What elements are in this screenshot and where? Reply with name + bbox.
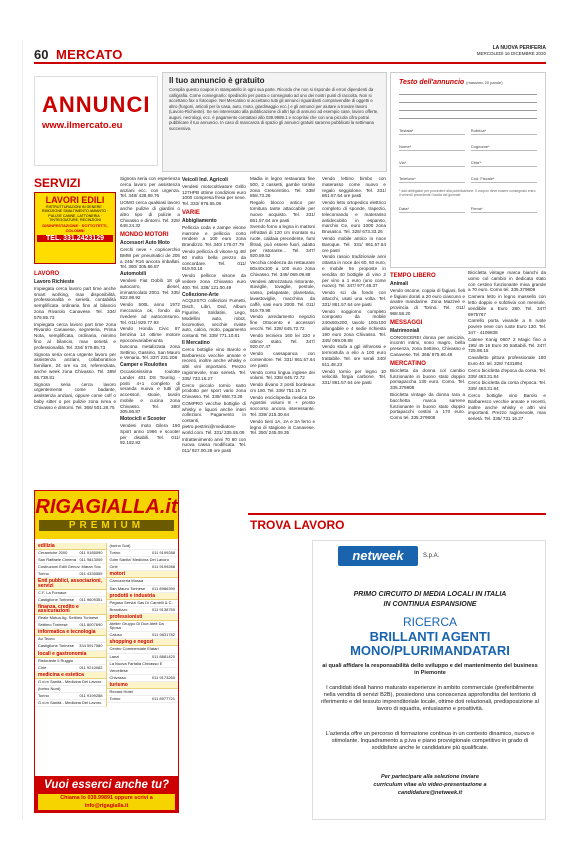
classified-ad: Impiegata cerca lavoro part time zona Rivarolo Canavese, segreteria, Prima Nota, semplificata, ordinaria, minimo fino al bilancio, max serietà e professionalità. Tel. 334/ 579.85.73 [34, 321, 116, 350]
category-heading: LAVORO [34, 271, 60, 277]
classifieds-column-5 [322, 176, 386, 387]
directory-phone: 011 9138750 [151, 606, 175, 612]
classified-ad: Vendesi Fiat Doblò 18 gli autocarro, diesel, immatricolato 2001. Tel. 335/ 822.98.92 [120, 277, 180, 301]
directory-category: professionisti [107, 614, 179, 621]
page-gutter [22, 40, 23, 820]
info-text: Compila questo coupon in stampatello in ogni sua parte. Ricorda che non si risponde di errori dipendenti da calligrafia. Come consegnarlo: spediscilo per posta o consegnalo ad uno dei nostri punti di raccolta. Non si accettano fax o fotocopie. Nel Mercatino si accettano tutti gli annunci riguardanti compravendite di oggetti e altro (furgoni, articoli per la casa, auto, moto, giardinaggio ecc.) e gli annunci per aiutare a trovare lavoro (Lavoro-Richieste). Se sei interessato alla pubblicazione di altri tipi di annunci ad esempio case, lavoro offerte, auguri, necrologi, ecc. è pagamento contattaci allo 039.9989.1 e scoprirai che con una piccola cifra potrai pubblicare il tuo annuncio. In caso di mancanza di spazio gli annunci gratuiti saranno pubblicati la settimana successiva. [169, 87, 379, 131]
classifieds-column-3 [182, 176, 246, 455]
netweek-logo: netweek [338, 546, 418, 566]
directory-name: (torino Nord) [38, 685, 61, 691]
subcategory-heading: Lavoro Richieste [34, 279, 75, 285]
classifieds-column-4 [250, 176, 315, 437]
classified-ad: Cerchi neve + copricerchio BMW per pneumatici de 205 a 245/ R16 ancora imballati. Tel. 380/ 305.86.87 [120, 246, 180, 270]
directory-category: informatica e tecnologia [35, 629, 106, 636]
classified-ad: Vendo cassapanca con contenitore. Tel. 331/ 861.57.64 ore pasti [250, 351, 315, 368]
directory-name: G.d.m Sanità - Medicina Del Lavoro [38, 700, 102, 706]
classified-ad: Vendo corso lingua inglese dei volumi. Tel. 335/ 645.72.72 [250, 369, 315, 381]
classified-ad: Vendo Honda Civic 87 benzina 14 ottime motore epocoinvariabenunta buscona metalizzata zona Settimo, Gassino, San Mauro e Venaria. Tel. 337/ 231.208 [120, 326, 181, 361]
classified-ad: Impiegata cerca lavoro part time anche smart working, max disponibilità, professionalità e serietà, contabilità semplificata ordinaria fino al bilancio zona Rivarolo Canavese. Tel. 334/ 579.85.73 [34, 285, 116, 320]
classified-ad: Intrattenimento anni 70 80 con nuova cassa modificata. Tel. 011/ 927.00.28 ore pasti [182, 436, 246, 454]
directory-name: Castiglione Torinese [38, 596, 74, 602]
job-cv-line1: Per partecipare alla selezione inviare [381, 774, 479, 780]
classified-ad: Madia in legno restaurata fine 500, 2 cassetti, gambe tornite zona Crescentino. Tel. 339/ 858.73.26 [250, 176, 315, 199]
subcategory-heading: Accessori Auto Moto [120, 240, 170, 247]
coupon-field[interactable]: Telefono* [399, 176, 465, 183]
classified-ad: Vecchia credenza da restaurare 80x40x100 a 100 euro zona Chivasso. Tel. 349/ 069.09.88 [250, 260, 315, 277]
coupon-text-lines[interactable] [399, 94, 537, 119]
category-heading: MONDO MOTORI [120, 232, 169, 239]
coupon-field[interactable]: Citta'* [471, 160, 537, 167]
directory-entry [107, 668, 179, 675]
directory-phone: 011 9199288 [151, 564, 175, 570]
subcategory-heading: Automobili [120, 271, 147, 278]
rigagialla-footer [35, 776, 178, 812]
trova-rule [248, 513, 546, 515]
directory-phone: 011 8007690 [79, 622, 103, 628]
coupon-note: * dati obbligatori per procedere alla pubblicazione. Il coupon deve essere consegnato entro il venerdì precedente l'uscita del giornale. [399, 189, 536, 198]
job-cv-line2: curriculum vitae e/o video-presentazione a [373, 782, 487, 788]
directory-entry [107, 586, 179, 593]
servizi-title: SERVIZI [34, 176, 81, 190]
classified-ad: Vendo enciclopedia medica De Agostini volumi 8 + pronto soccorso ancora interessante. Tel. 339/ 215.30.64 [250, 394, 315, 418]
classified-ad: Carrello porta vivande a 6 ruote povere neve con ruote Euro 130. Tel. 347 - 4109838 [468, 318, 546, 335]
directory-category: turismo [107, 682, 179, 689]
directory-entry [107, 696, 179, 703]
annunci-title: ANNUNCI [42, 92, 151, 117]
job-headline-1: PRIMO CIRCUITO DI MEDIA LOCALI IN ITALIA [353, 591, 507, 598]
classified-ad: UOMO cerca qualsiasi lavoro anche pulizie di giardini o altro tipo di pulizie a Chivasso e dintorni. Tel. 328/ 648.24.32 [120, 200, 180, 229]
directory-entry [107, 564, 179, 571]
directory-name: San Mauro Torinese [109, 585, 146, 591]
directory-name: Ristorante Il Ruggio [38, 657, 74, 663]
directory-phone: 011 8881420 [151, 653, 175, 659]
coupon-field-row [399, 160, 537, 167]
subcategory-heading: Il Mercatino [182, 339, 210, 346]
classified-ad: Signora seria con esperienza cerca lavoro per assistenza anziani ecc. con urgenza. Tel. 348/ 438.89.76 [120, 176, 180, 199]
section-title: MERCATO [56, 47, 123, 62]
coupon-field[interactable]: Rubrica* [471, 128, 537, 135]
rigagialla-logo: RIGAGIALLA.it [35, 496, 178, 518]
rigagialla-ad[interactable] [34, 490, 179, 813]
directory-entry [35, 590, 106, 597]
classified-ad: Cavalletto pittura professionale 180 Euro 40. tel. 328/ 7431894 [468, 355, 546, 366]
directory-entry [107, 600, 179, 607]
directory-entry [35, 700, 106, 707]
directory-name: Cirié [38, 664, 47, 670]
classifieds-column-7 [468, 270, 546, 423]
classified-ad: Vendo pelliccia di visone tg 48/ 60 molto bella prezzo da concordare. Tel. 011/ 919.93.16 [182, 248, 246, 272]
subcategory-heading: Camper e Roulottes [120, 362, 168, 369]
subcategory-heading: Animali [390, 281, 409, 287]
classified-ad: Catene Konig 0607 2 Magic fino a 195/ 45 16 Euro 30 trattabili. Tel. 347/ 725.98.15 [468, 336, 546, 354]
category-heading: TEMPO LIBERO [390, 273, 436, 279]
directory-phone: 011 9813009 [79, 557, 103, 563]
job-candidates: I candidati ideali hanno maturato esperienze in ambito commerciale (preferibilmente nella vendita di servizi B2B), possiedono una conoscenza approfondita del territorio di riferimento e del tessuto imprenditoriale locale, ottime doti relazionali, predisposizione al lavoro di squadra, entusiasmo e proattività. [321, 685, 539, 712]
classified-ad: Cerco biciclettа da corsa d'epoca. Tel. 339/ 463.31.84 [468, 380, 546, 392]
directory-phone: 011 9210082 [79, 664, 103, 670]
subcategory-heading: Veicoli Ind. Agricoli [182, 177, 228, 183]
directory-entry [107, 646, 179, 653]
coupon-field[interactable]: Testata* [399, 128, 465, 135]
classified-ad: Vendo soggiorno completo composto da mobile 240x50x200, tavolo 100x100 allungabile e 4 sedie richiesta 190 euro zona Chivasso. Tel. 345/ 069.09.88 [322, 308, 386, 343]
directory-name: Torino [38, 571, 49, 577]
directory-name: Centro Commerciale Elatari [109, 646, 159, 652]
classifieds-column-6 [390, 270, 465, 422]
category-heading: VARIE [182, 209, 200, 216]
directory-entry [35, 571, 106, 578]
directory-category: finanza, credito e assicurazioni [35, 604, 106, 615]
directory-name: San Raffaele Cimena [38, 557, 76, 563]
publication-date: MERCOLEDÌ 16 DICEMBRE 2020 [476, 51, 546, 56]
directory-phone: 011 9199288 [151, 550, 175, 556]
publication-header [477, 45, 546, 57]
lavori-edili-phone: TEL. 331.2423129 [37, 235, 113, 242]
coupon-field-row [399, 176, 537, 183]
directory-name: Castiglione Torinese [38, 643, 74, 649]
directory-phone: 011 8986390 [151, 585, 175, 591]
subcategory-heading: Collezione-Arte [182, 291, 219, 298]
directory-category: medicina e estetica [35, 672, 106, 679]
classified-ad: Signora seria cerca lavoro urgentemente come badante, assistenza anziani, oppure come colf o baby sitter o per pulizie zona Ivrea e Chivasso e dintorni. Tel. 366/ 501.28.75 [34, 381, 116, 410]
directory-name: Caluso [109, 632, 122, 638]
rigagialla-question: Vuoi esserci anche tu? [43, 779, 170, 791]
classified-ad: Cerco bottiglie vino Barolo e Barbaresco vecchie annate e recenti, inoltre anche whisky e altri vini importanti. Prezzo ragionevole, max serietà. Tel. 335/ 731 16.27 [468, 392, 546, 422]
lavori-edili-ad[interactable] [34, 192, 116, 264]
directory-entry [107, 550, 179, 557]
directory-name: Brandizzo [109, 606, 128, 612]
directory-name: La Nuova Farfalla Chivasso E [109, 660, 163, 666]
directory-category: edilizia [35, 543, 106, 550]
directory-entry [35, 643, 106, 650]
coupon-field-row [399, 144, 537, 151]
subcategory-heading: Matrimoniali [390, 327, 420, 334]
directory-entry [35, 615, 106, 622]
classified-ad: Cerco piccolo tornio sarto prodotto per sport vario zona Chivasso. Tel. 339/ 858.73.26 [182, 382, 246, 400]
directory-phone: 011 8977721 [151, 696, 175, 702]
coupon-field-row [399, 128, 537, 135]
directory-name: Torino [109, 696, 121, 702]
classified-ad: Vendo letto ortopedico elettrico completo di sponde, trapezio, telecomando e materasso antidecubito in espanso, marchio Ce, euro 1000 zona Brusasco. Tel. 328/ 673.33.26 [322, 200, 386, 235]
classified-ad: Vendo arredamento negozio fine Ottocento e accessori vecchi. Tel. 328/ 645.72.72 [250, 314, 315, 331]
job-ricerca: RICERCA [402, 615, 457, 629]
netweek-spa: S.p.A. [423, 553, 440, 559]
directory-name: Chivasso [109, 674, 126, 680]
directory-entry [35, 557, 106, 564]
coupon-form [390, 72, 546, 268]
directory-name: Ceramiche 2000 [38, 550, 68, 556]
classified-ad: Vendo rasoio tradizionale anni ottanta in noce dei 60, 60 euro, e mobile tre proposte in vendita 40 bottiglie di vino 2 per vino a 1 euro (uno come nuovo). Tel. 347/ 977.48.37 [322, 254, 386, 289]
classifieds-column-2 [120, 176, 180, 447]
classified-ad: Camera letto in legno massello con letto doppio e sofdrivia con mensole, vendibile a Euro 280. Tel. 347/ 6975767 [468, 294, 546, 317]
rigagialla-contact: Chiama lo 039.99891 oppure scrivi a info@rigagialla.it [38, 794, 175, 810]
directory-entry [107, 543, 179, 550]
directory-name: (torino Sud) [109, 543, 131, 548]
classified-ad: Vendo divano 2 posti bordeaux cm 180. Tel. 339/ 751.15.72 [250, 382, 315, 393]
classified-ad: Cerco bicicletta d'epoca da corsa. Tel. 339/ 463.31.84 [468, 367, 546, 379]
coupon-field[interactable]: Cognome* [471, 144, 537, 151]
coupon-field[interactable]: Firma* [471, 206, 537, 213]
classified-ad: Vendesi attrezzatura ristorante, stoviglie, tovaglie, pentole, vasso, pelapatate, planetaria, lavastoviglie, macchina da caffè, vasi euro 2000. Tel. 011/ 919.79.98 [250, 278, 315, 313]
directory-entry [107, 621, 179, 632]
classified-ad: Vendesi moto Gilera 150 Sport anno 1966 e scooter per disabili. Tel. 011/ 92.182.82 [120, 423, 180, 446]
directory-name: Reale Mutua Ag. Settimo Torinese [38, 615, 99, 621]
directory-entry [107, 632, 179, 639]
rigagialla-directory [35, 543, 178, 707]
job-agenti-line1: BRILLANTI AGENTI [369, 629, 491, 644]
directory-entry [35, 679, 106, 686]
classified-ad: Occasionissima roulotte Lander 401 DS Touring - posti 4+1 completo di veranda nuova e tutti gli accessori, stuoie, tavolo mobile e cucina zona Chivasso. Tel. 380/ 305.86.87 [120, 368, 180, 415]
directory-name: Settimo Torinese [38, 622, 68, 628]
directory-entry [35, 597, 106, 604]
classified-ad: Bicicletta vintage marca bianchi da uomo col cambio in dedicata stato con cestino funzionante miva grande a 70 euro. Como tel. 335.379808 [468, 270, 546, 293]
directory-name: Lanzi [109, 653, 120, 659]
directory-entry [107, 557, 179, 564]
job-agenti [313, 630, 547, 658]
directory-entry [107, 661, 179, 668]
coupon-title-text: Testo dell'annuncio [399, 79, 465, 86]
classified-ad: Vendo lettino bimbo con materasso come nuovo e regalo seggiolone. Tel. 331/ 861.57.64 ore pasti [322, 176, 386, 199]
directory-name: Costruzioni Edili Genov. Maran Snc [38, 564, 101, 570]
category-heading: MESSAGGI [390, 319, 423, 326]
directory-entry [35, 658, 106, 665]
directory-name: Vercellese [109, 667, 128, 673]
trova-lavoro-title: TROVA LAVORO [250, 518, 345, 532]
directory-name: G.d.m Sanità - Medicina Del Lavoro [38, 678, 102, 684]
classified-ad: Pelliccia coda e zampe visone marrone e pelliccia corto rendere a 100 euro zona Brandizzo. Tel. 340/ 176.07.79 [182, 224, 246, 248]
directory-name: C.F. La Fornace [38, 589, 67, 595]
header-rule [34, 62, 546, 64]
directory-entry [107, 607, 179, 614]
classified-ad: Vendo tornio per legno 10 velocità forgia carbone. Tel. 331/ 861.57.64 ore pasti [322, 368, 386, 386]
directory-phone: 011 9831782 [151, 632, 175, 638]
classified-ad: ACQUISTO collezioni Fumetti, Disch, Libri, Dvd, Album Figurine, Soldatini, Lego, Modellini auto, robot, locomotive, vecchie riviste auto, calcio, moto, pagamento contanti. Tel. 339/ 771.10.81 [182, 298, 246, 339]
classified-ad: Cerco bottiglie vino Barolo e Barbaresco vecchie annate e recenti, inoltre anche whisky e altri vini importanti. Prezzo ragionevole, max serietà. Tel. 335/ 733.16.27 [182, 346, 246, 381]
directory-phone: 334 5917580 [79, 643, 103, 649]
classified-ad: Bicicletta da donna col cambio funzionante in buono stato doppio pomapaccha 130 euro. Como. Tel. 335.379808 [390, 367, 465, 391]
directory-entry [35, 550, 106, 557]
coupon-hint: (massimo 20 parole) [466, 80, 503, 85]
classified-ad: Bicicletta vintage da donna rara a bacchetta marca sarrene funzionante in buono stato doppio portapacchi cestini a 170 euro. Como tel. 335.379808 [390, 391, 465, 421]
directory-name: Recard Hotel [109, 688, 133, 694]
subcategory-heading: Motocicli e Scooter [120, 416, 166, 423]
classified-ad: Vendesi motocoltivatore Grillo 127HPB ottime condizioni euro 1000 compresa fresa per neve. Tel. 333/ 976.65.08 [182, 183, 246, 207]
directory-name: Gdm Sanità' Medicina Del Lavoro [109, 557, 169, 563]
job-email[interactable]: candidature@netweek.it [397, 790, 463, 796]
directory-category: Enti pubblici, associazioni, servizi [35, 578, 106, 589]
rigagialla-header [35, 491, 178, 539]
job-responsibility: ai quali affidare la responsabilità dello sviluppo e del mantenimento del business in Piemonte [322, 663, 538, 676]
job-agenti-line2: MONO/PLURIMANDATARI [350, 643, 510, 658]
lavori-edili-extra: DISINFESTAZIONE · SOTTOTETTI, COLOMBI [42, 222, 108, 233]
coupon-field[interactable]: Data* [399, 206, 465, 213]
classified-ad: Vendo sci da fondo con attacchi, usati una volta. Tel. 331/ 861.57.64 ore pasti [322, 290, 386, 307]
publication-name: LA NUOVA PERIFERIA [492, 45, 546, 51]
classifieds-column-1 [34, 268, 116, 412]
directory-phone: 011 9199288 [79, 693, 103, 699]
directory-entry [35, 622, 106, 629]
directory-entry [35, 564, 106, 571]
directory-name: Torino [109, 550, 121, 556]
directory-phone: 011 9609351 [79, 596, 103, 602]
directory-category: prodotti e industria [107, 593, 179, 600]
subcategory-heading: Abbigliamento [182, 217, 217, 224]
directory-entry [35, 665, 106, 672]
directory-name: Torino [38, 693, 49, 699]
page-number: 60 [34, 47, 49, 62]
directory-name: Carrozzeria Mossa [109, 578, 144, 584]
directory-category: locali e gastronomia [35, 651, 106, 658]
classified-ad: Vendo mobile antico in noce Baroque. Tel. 331/ 861.57.64 ore pasti [322, 235, 386, 253]
netweek-job-ad[interactable] [312, 540, 546, 820]
info-title: Il tuo annuncio è gratuito [169, 76, 265, 85]
directory-name: Atelier Gruppo Di Due Atelt Da Sposa [109, 621, 164, 631]
directory-name: Cirié [109, 564, 118, 570]
lavori-edili-services: RISTRUTTURAZIONI IN GENERE · RIMOZIONE SMALTIMENTO AMIANTO · PULIZIE CANNE, LATTONERIA · TINTEGGIATURE, RECINZIONI [41, 205, 109, 223]
directory-entry [107, 578, 179, 585]
directory-entry [35, 693, 106, 700]
classified-ad: CONOSCEREI donna per amicizia, incontri intimi, sono magro, bella presenza, zona Settimo, Chivasso e Canavese. Tel. 366/ 975.66.48 [390, 334, 465, 357]
directory-entry [35, 686, 106, 693]
annunci-url[interactable]: www.ilmercato.eu [42, 120, 123, 131]
job-headline-2: IN CONTINUA ESPANSIONE [383, 601, 477, 608]
directory-name: Au Tecno [38, 636, 55, 642]
lavori-edili-title: LAVORI EDILI [45, 195, 105, 205]
directory-entry [107, 654, 179, 661]
info-box [162, 72, 387, 172]
classified-ad: Signora seria cerca urgente lavoro per assistenza anziani, collaboratrice familiare, 24 ore su 24, referenziata, anche week zona Chivasso. Tel. 389/ 65.738.81 [34, 351, 116, 380]
coupon-field[interactable]: Cod. Fiscale* [471, 176, 537, 183]
classified-ad: Vendo pellicce visone da vedere zona Chivasso euro 400. Tel. 338/ 121.00.49 [182, 273, 246, 290]
directory-category: motori [107, 571, 179, 578]
classified-ad: Svendo forno a legna in mattoni refrattari di 120 cm montato su ruote, caldaia precedente, fumi filtrati, può essere fuori, adatto per ristorante... Tel. 347/ 920.59.52 [250, 224, 315, 259]
directory-phone: 011 4335555 [79, 571, 103, 577]
classified-ad: Regalo blocco antico per tornitura tante attaccabile per nuovo acquisto. Tel. 331/ 861.57.64 ore pasti [250, 200, 315, 223]
coupon-sign-row [399, 206, 537, 213]
classified-ad: Vendo tecniera 160 lei 220 v ottimo stato. Tel. 347/ 920.07.47 [250, 332, 315, 350]
directory-entry [107, 689, 179, 696]
coupon-field[interactable]: Nome* [399, 144, 465, 151]
coupon-title [399, 79, 537, 86]
directory-name: Pegaso Servizi Sas Di Carnelli & C. [109, 599, 173, 605]
coupon-field[interactable]: Via* [399, 160, 465, 167]
directory-entry [35, 636, 106, 643]
classified-ad: Vendo 500L anno 1972 meccanica ok, fondo da rivedere ad autoconsumo. Tel. 011/ 929.77.93 [120, 302, 180, 325]
classified-ad: Vendo tieni 1A, 2A e 3A ferro e legno di stagione in Canavese. Tel. 350/ 245.09.35 [250, 418, 315, 436]
job-offer: L'azienda offre un percorso di formazione continua in un contesto dinamico, nuovo e stimolante. Inquadramento a p.iva e piano provvigionale competitivo in grado di soddisfare anche le candidature più qualificate. [325, 731, 535, 751]
classified-ad: Vendo stufa a gpl infrarossi e termostufa a elio a 100 euro trattabile. Tel. ore serali 340/ 511.48.23 [322, 344, 386, 367]
classified-ad: Vendo oscone, coppia di fagiani, fieli e fagiani dorati a 20 euro ciascuno e anatre mandarine. Zona Mazzeè e provincia di Torino. Tel. 011/ 988.58.20 [390, 287, 465, 316]
classified-ad: COMPRO vecchie bottiglie di whisky e liquori anche interi collezioni. Pagamento in contanti, pietro.pestrini@mediatore-world.com. Tel. 331/ 335.55.09 [182, 400, 246, 435]
rigagialla-premium: PREMIUM [39, 520, 174, 531]
directory-category: shopping e negozi [107, 639, 179, 646]
directory-entry [107, 675, 179, 682]
directory-phone: 011 9173260 [151, 674, 175, 680]
directory-phone: 011 9185090 [79, 550, 103, 556]
category-heading: MERCATINO [390, 360, 426, 367]
